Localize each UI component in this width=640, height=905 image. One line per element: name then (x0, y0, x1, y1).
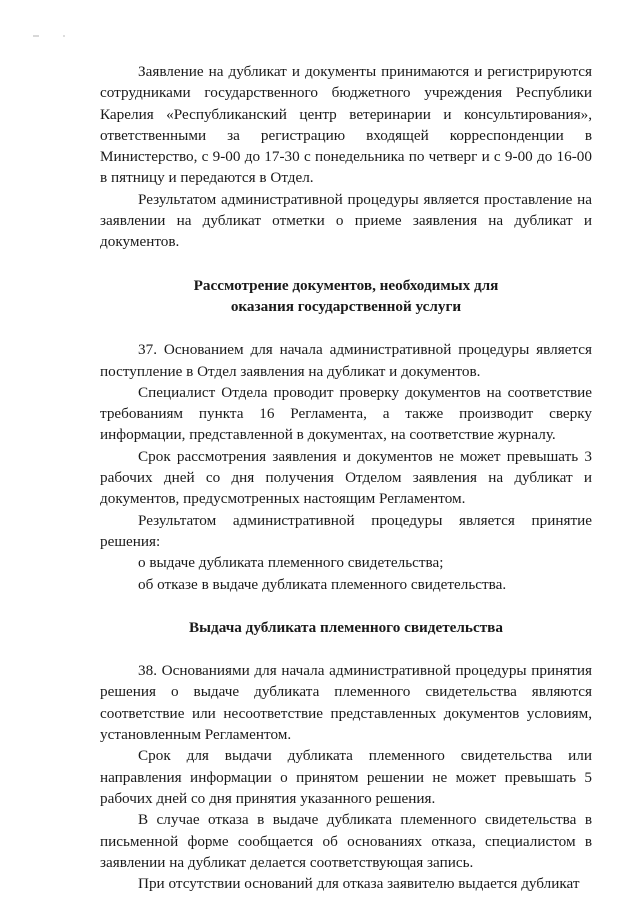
list-item-issue-decision: о выдаче дубликата племенного свидетельства; (138, 554, 444, 572)
paragraph-37: 37. Основанием для начала административной процедуры является поступление в Отдел заявления на дубликат и документов. (100, 341, 592, 380)
spacer (100, 317, 592, 339)
paragraph-refusal-notice: В случае отказа в выдаче дубликата племенного свидетельства в письменной форме сообщается об основаниях отказа, специалистом в заявлении на дубликат делается соответствующая запись. (100, 811, 592, 871)
paragraph-review-term: Срок рассмотрения заявления и документов не может превышать 3 рабочих дней со дня получения Отделом заявления на дубликат и документов, предусмотренных настоящим Регламентом. (100, 447, 592, 508)
paragraph-absence-of-grounds: При отсутствии оснований для отказа заявителю выдается дубликат (138, 875, 580, 893)
scan-artifact-mark (33, 35, 39, 37)
section-heading-issue: Выдача дубликата племенного свидетельства (189, 618, 503, 636)
spacer (100, 253, 592, 275)
paragraph-application-intake: Заявление на дубликат и документы принимаются и регистрируются сотрудниками государственного бюджетного учреждения Республики Карелия «Республиканский центр ветеринарии и консультирования», ответственными за регистрацию входящей корреспонденции в Министерство, с 9-00 до 17-30 с понедельника по четверг и с 9-00 до 16-00 в пятницу и передаются в Отдел. (100, 63, 592, 187)
section-heading-review-line1: Рассмотрение документов, необходимых для (193, 276, 499, 294)
section-heading-review-line2: оказания государственной услуги (230, 297, 462, 315)
spacer (100, 638, 592, 660)
document-page (100, 61, 592, 894)
paragraph-intake-result: Результатом административной процедуры является проставление на заявлении на дубликат отметки о приеме заявления на дубликат и документов. (100, 190, 592, 251)
list-item-refusal-decision: об отказе в выдаче дубликата племенного свидетельства. (138, 575, 507, 593)
scan-artifact-dot (63, 35, 65, 37)
paragraph-issue-term: Срок для выдачи дубликата племенного свидетельства или направления информации о принятом решении не может превышать 5 рабочих дней со дня принятия указанного решения. (100, 747, 592, 807)
paragraph-document-check: Специалист Отдела проводит проверку документов на соответствие требованиям пункта 16 Регламента, а также производит сверку информации, представленной в документах, на соответствие журналу. (100, 383, 592, 444)
paragraph-review-result: Результатом административной процедуры является принятие решения: (100, 511, 592, 550)
paragraph-38: 38. Основаниями для начала административной процедуры принятия решения о выдаче дубликата племенного свидетельства являются соответствие или несоответствие представленных документов условиям, установленным Регламентом. (100, 662, 592, 744)
spacer (100, 595, 592, 617)
